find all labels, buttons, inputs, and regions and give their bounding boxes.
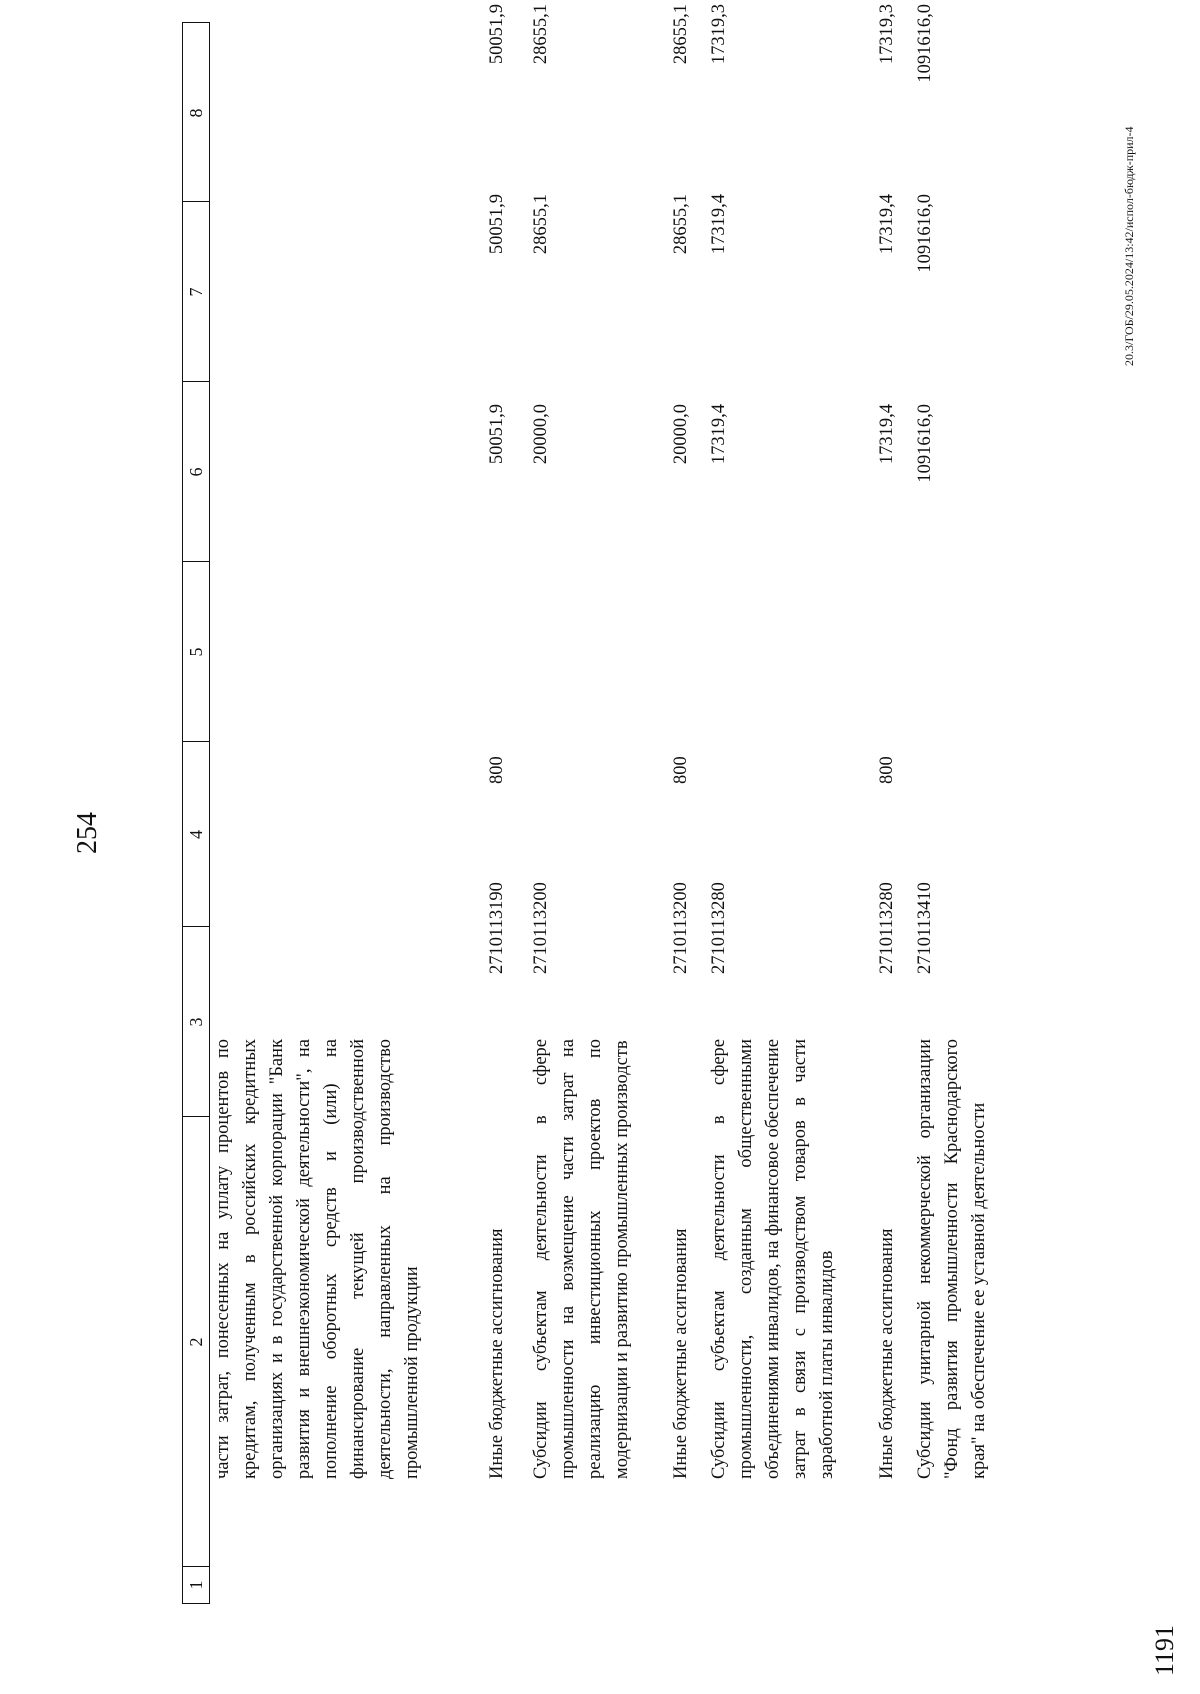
row-value-5: 1091616,0 bbox=[915, 404, 935, 483]
row-value-8 bbox=[484, 0, 511, 4]
header-col-6: 6 bbox=[186, 467, 206, 477]
row-description: Субсидии унитарной некоммерческой организации "Фонд развития промышленности Краснодарского края" на обеспечение ее уставной деятельности bbox=[915, 1039, 989, 1479]
header-col-3: 3 bbox=[186, 1017, 206, 1027]
row-description: части затрат, понесенных на уплату процентов по кредитам, полученным в российских кредитных организациях и в государственной корпорации "Банк развития и внешнеэкономической деятельности", на пополнение оборотных средств и (или) на финансирование текущей производственной деятельности, направленных на производство промышленной продукции bbox=[213, 1039, 422, 1479]
row-value-6: 50051,9 bbox=[487, 194, 507, 255]
row-vr: 800 bbox=[671, 756, 691, 784]
sheet-number: 1191 bbox=[1150, 1624, 1179, 1676]
row-value-5: 17319,4 bbox=[709, 404, 729, 465]
header-col-4: 4 bbox=[186, 830, 206, 839]
row-value-8 bbox=[912, 0, 939, 4]
document-code: 20.3/ГОБ/29.05.2024/13:42/испол-бюдж-прил-4 bbox=[1122, 126, 1136, 366]
row-description: Иные бюджетные ассигнования bbox=[877, 1228, 897, 1479]
row-code: 2710113200 bbox=[531, 882, 551, 974]
row-value-8 bbox=[668, 0, 695, 4]
header-col-7: 7 bbox=[186, 287, 206, 297]
row-value-5: 20000,0 bbox=[671, 404, 691, 465]
row-value-7: 1091616,0 bbox=[915, 4, 935, 83]
row-vr: 800 bbox=[877, 756, 897, 784]
row-description: Иные бюджетные ассигнования bbox=[487, 1228, 507, 1479]
header-col-5: 5 bbox=[186, 647, 206, 657]
row-value-8 bbox=[706, 0, 733, 4]
row-value-5: 17319,4 bbox=[877, 404, 897, 465]
row-value-8 bbox=[528, 0, 555, 4]
table-header bbox=[182, 22, 210, 1604]
row-value-8 bbox=[874, 0, 901, 4]
row-value-7: 28655,1 bbox=[531, 4, 551, 65]
row-code: 2710113280 bbox=[877, 882, 897, 974]
row-value-7: 17319,3 bbox=[877, 4, 897, 65]
page-number: 254 bbox=[72, 812, 103, 854]
row-code: 2710113200 bbox=[671, 882, 691, 974]
row-value-6: 1091616,0 bbox=[915, 194, 935, 273]
row-value-5: 50051,9 bbox=[487, 404, 507, 465]
row-code: 2710113280 bbox=[709, 882, 729, 974]
row-description: Иные бюджетные ассигнования bbox=[671, 1228, 691, 1479]
row-value-6: 28655,1 bbox=[671, 194, 691, 255]
row-vr: 800 bbox=[487, 756, 507, 784]
row-value-6: 17319,4 bbox=[709, 194, 729, 255]
row-value-7: 28655,1 bbox=[671, 4, 691, 65]
row-value-5: 20000,0 bbox=[531, 404, 551, 465]
row-value-7: 50051,9 bbox=[487, 4, 507, 65]
header-col-2: 2 bbox=[186, 1337, 206, 1347]
row-value-6: 28655,1 bbox=[531, 194, 551, 255]
row-value-7: 17319,3 bbox=[709, 4, 729, 65]
row-value-6: 17319,4 bbox=[877, 194, 897, 255]
header-col-1: 1 bbox=[186, 1580, 206, 1590]
row-code: 2710113190 bbox=[487, 882, 507, 974]
header-col-8: 8 bbox=[186, 108, 206, 118]
row-description: Субсидии субъектам деятельности в сфере промышленности на возмещение части затрат на реализацию инвестиционных проектов по модернизации и развитию промышленных производств bbox=[531, 1039, 632, 1479]
row-code: 2710113410 bbox=[915, 882, 935, 974]
row-description: Субсидии субъектам деятельности в сфере промышленности, созданным общественными объединениями инвалидов, на финансовое обеспечение затрат в связи с производством товаров в части заработной платы инвалидов bbox=[709, 1039, 837, 1479]
